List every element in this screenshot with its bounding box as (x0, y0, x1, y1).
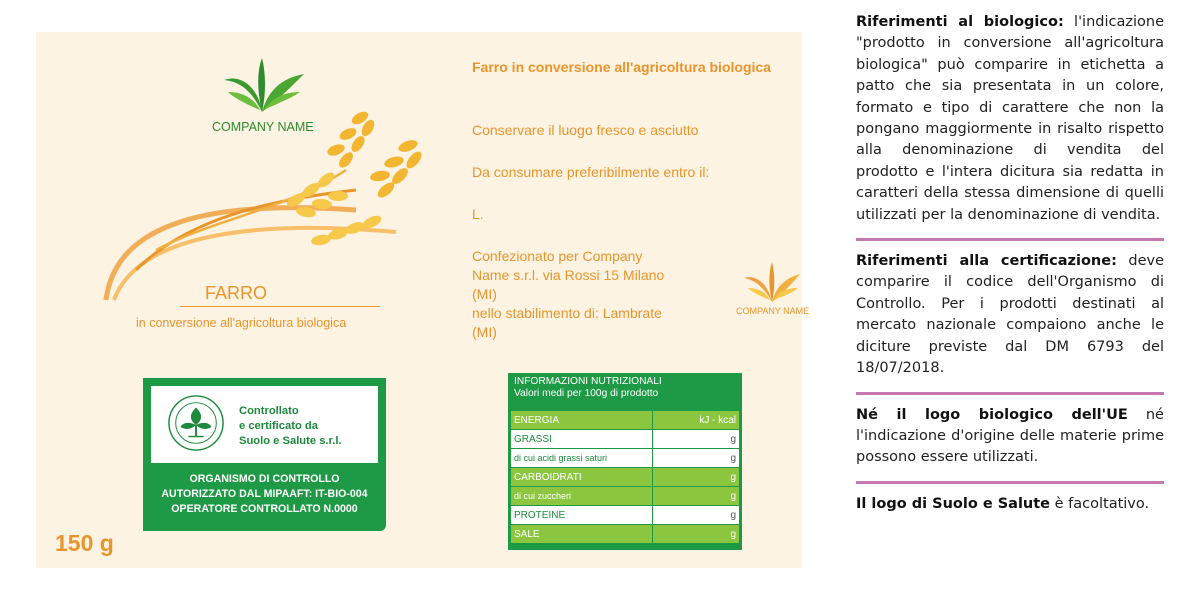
certification-authority (143, 472, 386, 517)
note-heading: Riferimenti al biologico: (856, 14, 1064, 30)
nutrient-unit: g (653, 487, 740, 506)
nutrition-row (511, 449, 740, 468)
product-name-rule (180, 306, 380, 307)
note-certification-reference (856, 251, 1164, 387)
certification-inner (151, 386, 378, 463)
nutrient-name: GRASSI (511, 430, 653, 449)
nutrient-unit: g (653, 430, 740, 449)
notes-panel (856, 12, 1164, 523)
nutrition-row (511, 411, 740, 430)
nutrient-name: di cui zuccheri (511, 487, 653, 506)
small-company-name: COMPANY NAME (736, 306, 810, 316)
packaged-line-5: (MI) (472, 324, 497, 340)
nutrition-header (514, 376, 662, 400)
product-name: FARRO (205, 283, 268, 303)
best-before: Da consumare preferibilmente entro il: (472, 164, 710, 180)
note-heading: Il logo di Suolo e Salute (856, 495, 1051, 512)
nutrient-unit: g (653, 468, 740, 487)
net-weight: 150 g (55, 530, 114, 556)
nutrition-title: INFORMAZIONI NUTRIZIONALI (514, 376, 662, 387)
nutrient-unit: g (653, 506, 740, 525)
company-name: COMPANY NAME (212, 120, 314, 134)
packaged-line-1: Confezionato per Company (472, 248, 643, 264)
nutrition-row (511, 430, 740, 449)
cert-line-2: e certificato da (239, 420, 318, 432)
certification-box (143, 378, 386, 531)
cert-line-1: Controllato (239, 405, 299, 417)
cert-bottom-2: AUTORIZZATO DAL MIPAAFT: IT-BIO-004 (161, 488, 368, 500)
nutrient-unit: g (653, 525, 740, 544)
nutrient-name: SALE (511, 525, 653, 544)
packaged-line-4: nello stabilimento di: Lambrate (472, 305, 662, 321)
nutrition-table (508, 373, 742, 550)
nutrient-name: di cui acidi grassi saturi (511, 449, 653, 468)
note-divider (856, 392, 1164, 395)
lot-number: L. (472, 206, 484, 222)
packaged-line-2: Name s.r.l. via Rossi 15 Milano (472, 267, 665, 283)
small-company-logo-icon (742, 258, 802, 304)
note-divider (856, 238, 1164, 241)
certification-text (239, 404, 342, 449)
nutrient-name: CARBOIDRATI (511, 468, 653, 487)
nutrition-rows (510, 410, 740, 544)
nutrition-row (511, 487, 740, 506)
suolo-salute-seal-icon (167, 394, 225, 452)
packaged-line-3: (MI) (472, 286, 497, 302)
nutrient-name: ENERGIA (511, 411, 653, 430)
note-text: deve comparire il codice dell'Organismo di Controllo. Per i prodotti destinati al mercato nazionale compaiono anche le diciture previste dal DM 6793 del 18/07/2018. (856, 253, 1164, 377)
note-divider (856, 481, 1164, 484)
cert-line-3: Suolo e Salute s.r.l. (239, 435, 342, 447)
nutrient-unit: kJ - kcal (653, 411, 740, 430)
packaged-for (472, 247, 664, 342)
cert-bottom-1: ORGANISMO DI CONTROLLO (189, 473, 340, 485)
note-text: l'indicazione "prodotto in conversione all'agricoltura biologica" può comparire in etichetta a patto che sia presentata in un colore, formato e tipo di carattere che non la pongano maggiormente in risalto rispetto alla denominazione di vendita del prodotto e l'intera dicitura sia redatta in caratteri della stessa dimensione di quelli utilizzati per la denominazione di vendita. (856, 14, 1164, 223)
nutrition-row (511, 468, 740, 487)
product-subtitle: in conversione all'agricoltura biologica (136, 316, 347, 330)
note-organic-reference (856, 12, 1164, 234)
nutrition-row (511, 506, 740, 525)
note-suolo-salute-logo (856, 494, 1164, 523)
nutrient-unit: g (653, 449, 740, 468)
nutrition-row (511, 525, 740, 544)
cert-bottom-3: OPERATORE CONTROLLATO N.0000 (171, 503, 358, 515)
note-text: è facoltativo. (1050, 495, 1150, 512)
nutrient-name: PROTEINE (511, 506, 653, 525)
wheat-illustration (96, 100, 436, 310)
note-heading: Né il logo biologico dell'UE (856, 406, 1128, 423)
note-text: né l'indicazione d'origine delle materie prime possono essere utilizzati. (856, 406, 1164, 466)
storage-instructions: Conservare il luogo fresco e asciutto (472, 122, 699, 138)
nutrition-subtitle: Valori medi per 100g di prodotto (514, 388, 659, 399)
product-title: Farro in conversione all'agricoltura biologica (472, 59, 771, 75)
note-heading: Riferimenti alla certificazione: (856, 253, 1117, 270)
note-eu-logo (856, 405, 1164, 477)
